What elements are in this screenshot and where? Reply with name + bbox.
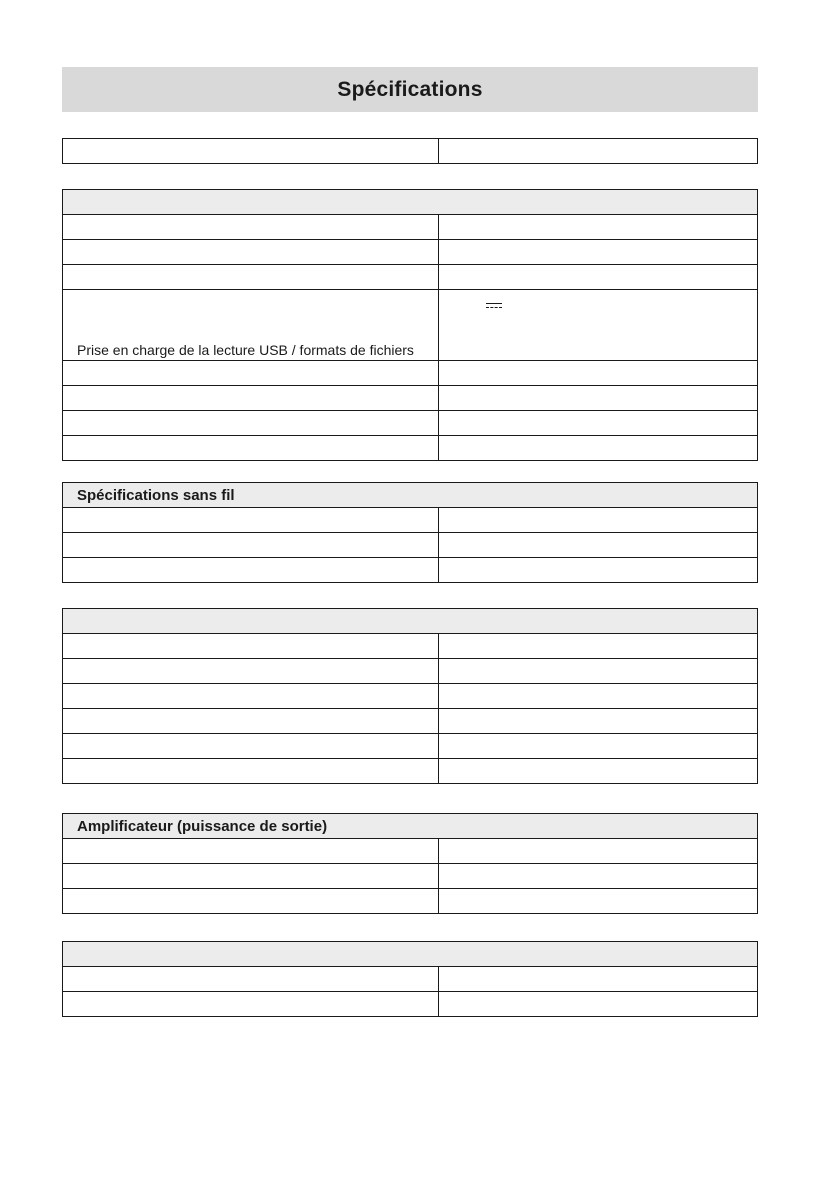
table-row bbox=[63, 839, 758, 864]
table-row bbox=[63, 411, 758, 436]
section-header bbox=[63, 190, 758, 215]
direct-current-icon bbox=[486, 303, 502, 311]
table-row bbox=[63, 215, 758, 240]
table-row bbox=[63, 265, 758, 290]
table-row bbox=[63, 386, 758, 411]
table-cell bbox=[439, 290, 758, 361]
table-cell bbox=[439, 139, 758, 164]
table-cell bbox=[63, 139, 439, 164]
table-header-row bbox=[63, 483, 758, 508]
page-title-bar bbox=[62, 67, 758, 112]
table-row bbox=[63, 240, 758, 265]
table-row bbox=[63, 734, 758, 759]
table-header-row bbox=[63, 814, 758, 839]
table-row bbox=[63, 508, 758, 533]
table-header-row bbox=[63, 609, 758, 634]
section-header: Spécifications sans fil bbox=[63, 483, 758, 508]
table-row bbox=[63, 659, 758, 684]
table-row bbox=[63, 290, 758, 361]
section-header bbox=[63, 942, 758, 967]
table-row bbox=[63, 139, 758, 164]
table-row bbox=[63, 684, 758, 709]
table-row bbox=[63, 634, 758, 659]
table-row bbox=[63, 558, 758, 583]
table-header-row bbox=[63, 190, 758, 215]
spec-table-section4 bbox=[62, 608, 758, 784]
table-row bbox=[63, 967, 758, 992]
spec-table-wireless bbox=[62, 482, 758, 583]
table-row bbox=[63, 361, 758, 386]
spec-table-amplifier bbox=[62, 813, 758, 914]
section-header bbox=[63, 609, 758, 634]
spec-table-top bbox=[62, 138, 758, 164]
page-title: Spécifications bbox=[337, 77, 483, 101]
table-header-row bbox=[63, 942, 758, 967]
table-row bbox=[63, 436, 758, 461]
table-row bbox=[63, 864, 758, 889]
table-row bbox=[63, 889, 758, 914]
section-header: Amplificateur (puissance de sortie) bbox=[63, 814, 758, 839]
usb-playback-label: Prise en charge de la lecture USB / formats de fichiers bbox=[63, 290, 439, 361]
table-row bbox=[63, 759, 758, 784]
spec-table-general bbox=[62, 189, 758, 461]
table-row bbox=[63, 533, 758, 558]
table-row bbox=[63, 992, 758, 1017]
table-row bbox=[63, 709, 758, 734]
spec-table-section6 bbox=[62, 941, 758, 1017]
